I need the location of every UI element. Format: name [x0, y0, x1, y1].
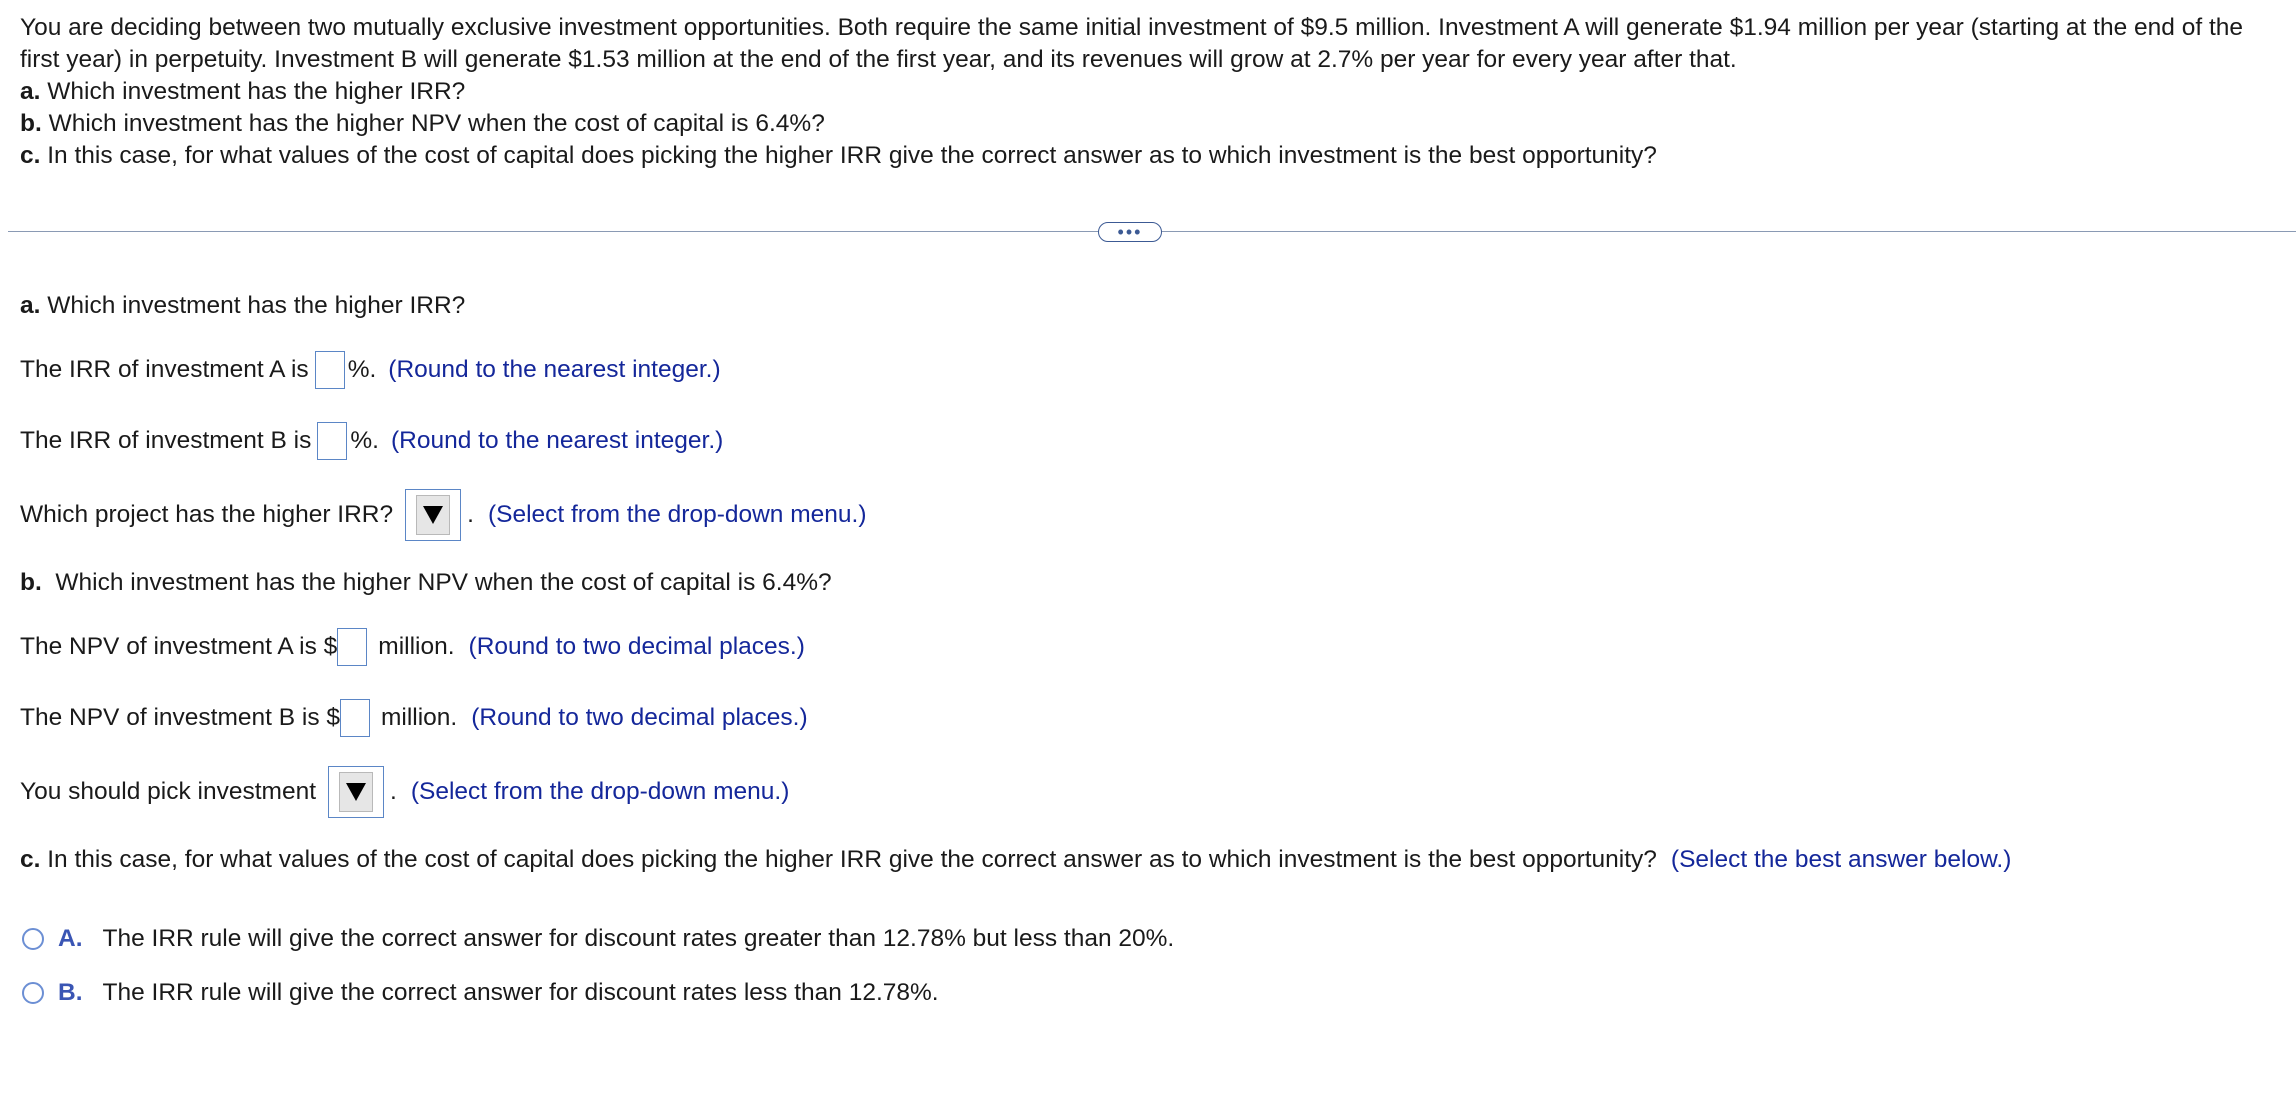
expand-more-button[interactable] [1098, 222, 1162, 242]
npv-b-hint: (Round to two decimal places.) [471, 704, 808, 731]
section-divider [8, 222, 2296, 242]
part-a-heading: a. Which investment has the higher IRR? [20, 292, 466, 319]
irr-b-row [20, 419, 723, 463]
option-letter-a: A. [58, 925, 83, 952]
dropdown-button [416, 495, 450, 535]
npv-a-hint: (Round to two decimal places.) [468, 633, 805, 660]
higher-irr-hint: (Select from the drop-down menu.) [487, 501, 867, 528]
part-c-hint: (Select the best answer below.) [1670, 846, 2012, 873]
irr-a-row [20, 348, 721, 392]
irr-b-label: The IRR of investment B is [20, 427, 312, 454]
problem-statement [20, 12, 2280, 172]
npv-a-input[interactable] [337, 628, 367, 666]
triangle-down-icon [346, 783, 366, 801]
part-c-heading: c. In this case, for what values of the cost of capital does picking the higher IRR give the correct answer as to which investment is the best opportunity? (Select the best answer below.) [20, 846, 2012, 873]
higher-irr-dropdown[interactable] [405, 489, 461, 541]
problem-question-a: a. Which investment has the higher IRR? [20, 78, 466, 105]
irr-a-input[interactable] [315, 351, 345, 389]
option-text-b: The IRR rule will give the correct answer for discount rates less than 12.78%. [102, 979, 939, 1006]
irr-b-hint: (Round to the nearest integer.) [390, 427, 724, 454]
irr-a-label: The IRR of investment A is [20, 356, 309, 383]
irr-b-suffix: %. [350, 427, 379, 454]
higher-irr-suffix: . [467, 501, 474, 528]
pick-investment-label: You should pick investment [20, 778, 316, 805]
pick-investment-row [20, 770, 789, 814]
answer-option-b[interactable] [22, 973, 939, 1013]
problem-question-c: c. In this case, for what values of the cost of capital does picking the higher IRR give the correct answer as to which investment is the best opportunity? [20, 142, 1657, 169]
npv-b-row [20, 696, 808, 740]
npv-b-input[interactable] [340, 699, 370, 737]
problem-intro: You are deciding between two mutually exclusive investment opportunities. Both require the same initial investment of $9.5 million. Investment A will generate $1.94 million per year (starting at the end of the first year) in perpetuity. Investment B will generate $1.53 million at the end of the first year, and its revenues will grow at 2.7% per year for every year after that. [20, 14, 2244, 73]
pick-investment-suffix: . [390, 778, 397, 805]
npv-a-suffix: million. [378, 633, 455, 660]
irr-a-suffix: %. [347, 356, 377, 383]
answer-option-a[interactable] [22, 919, 1174, 959]
irr-a-hint: (Round to the nearest integer.) [388, 356, 721, 383]
pick-investment-hint: (Select from the drop-down menu.) [410, 778, 790, 805]
problem-question-b: b. Which investment has the higher NPV when the cost of capital is 6.4%? [20, 110, 825, 137]
npv-a-label: The NPV of investment A is $ [20, 633, 338, 660]
option-text-a: The IRR rule will give the correct answer for discount rates greater than 12.78% but less than 20%. [102, 925, 1175, 952]
dropdown-button [339, 772, 373, 812]
higher-irr-label: Which project has the higher IRR? [20, 501, 394, 528]
higher-irr-row [20, 493, 867, 537]
option-letter-b: B. [58, 979, 83, 1006]
part-b-heading: b. Which investment has the higher NPV when the cost of capital is 6.4%? [20, 569, 832, 596]
ellipsis-icon: ••• [1117, 222, 1143, 242]
npv-b-suffix: million. [381, 704, 458, 731]
npv-a-row [20, 625, 805, 669]
radio-button-a[interactable] [22, 928, 44, 950]
pick-investment-dropdown[interactable] [328, 766, 384, 818]
npv-b-label: The NPV of investment B is $ [20, 704, 340, 731]
radio-button-b[interactable] [22, 982, 44, 1004]
triangle-down-icon [423, 506, 443, 524]
irr-b-input[interactable] [317, 422, 347, 460]
